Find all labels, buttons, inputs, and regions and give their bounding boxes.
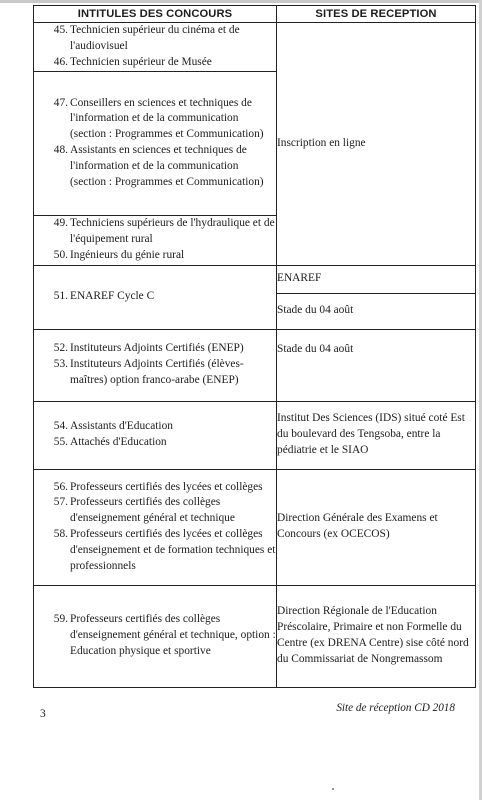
table-row <box>34 401 476 469</box>
concours-table <box>33 5 476 688</box>
list-item <box>34 96 276 144</box>
item-text: Ingénieurs du génie rural <box>70 249 185 262</box>
concours-cell <box>34 329 277 401</box>
site-cell: Stade du 04 août <box>277 329 476 401</box>
item-number: 54. <box>53 420 68 433</box>
list-item <box>34 341 276 357</box>
item-text: Conseillers en sciences et techniques de l'information et de la communication (section : Programmes et Communication) <box>70 96 264 141</box>
item-number: 59. <box>53 613 68 626</box>
list-item <box>34 357 276 389</box>
item-number: 45. <box>53 24 68 36</box>
site-cell: Stade du 04 août <box>277 293 476 329</box>
scan-speck <box>332 788 334 790</box>
site-cell: Direction Générale des Examens et Concours (ex OCECOS) <box>277 469 476 585</box>
item-text: Professeurs certifiés des lycées et collèges d'enseignement et de formation techniques et professionnels <box>70 528 276 573</box>
list-item <box>34 216 276 248</box>
item-number: 51. <box>53 290 68 303</box>
list-item <box>34 612 276 660</box>
item-number: 58. <box>53 528 68 541</box>
concours-cell <box>34 71 277 215</box>
table-row <box>34 585 476 687</box>
item-text: Assistants d'Education <box>70 420 173 433</box>
item-number: 46. <box>53 55 68 68</box>
list-item <box>34 480 276 496</box>
table-row <box>34 469 476 585</box>
header-sites: SITES DE RECEPTION <box>277 6 476 23</box>
concours-list <box>34 480 276 575</box>
footer-document-title: Site de réception CD 2018 <box>336 702 455 714</box>
item-number: 48. <box>53 144 68 157</box>
concours-list <box>34 419 276 451</box>
page-number: 3 <box>40 708 46 720</box>
list-item <box>34 248 276 264</box>
item-text: Instituteurs Adjoints Certifiés (ENEP) <box>70 342 244 355</box>
item-number: 50. <box>53 249 68 262</box>
concours-list <box>34 612 276 660</box>
list-item <box>34 527 276 575</box>
item-text: Techniciens supérieurs de l'hydraulique et de l'équipement rural <box>70 217 275 246</box>
item-text: Professeurs certifiés des collèges d'enseignement général et technique <box>70 496 235 525</box>
concours-cell <box>34 585 277 687</box>
item-number: 53. <box>53 358 68 371</box>
item-text: Assistants en sciences et techniques de l'information et de la communication (section : Programmes et Communication) <box>70 144 264 189</box>
site-cell: Inscription en ligne <box>277 23 476 266</box>
item-number: 49. <box>53 217 68 230</box>
list-item <box>34 289 276 305</box>
item-number: 52. <box>53 342 68 355</box>
site-cell: ENAREF <box>277 265 476 293</box>
item-text: Attachés d'Education <box>70 436 167 449</box>
item-number: 47. <box>53 96 68 109</box>
table-row <box>34 265 476 293</box>
concours-list <box>34 216 276 264</box>
concours-list <box>34 96 276 191</box>
list-item <box>34 23 276 55</box>
table-header-row <box>34 6 476 23</box>
table-row <box>34 329 476 401</box>
item-text: Professeurs certifiés des collèges d'enseignement général et technique, option : Education physique et sportive <box>70 613 276 658</box>
table-row <box>34 23 476 72</box>
concours-list <box>34 23 276 71</box>
item-text: Technicien supérieur du cinéma et de l'audiovisuel <box>70 24 240 52</box>
page-top-edge <box>0 0 482 3</box>
concours-cell <box>34 23 277 72</box>
concours-cell <box>34 265 277 329</box>
list-item <box>34 55 276 71</box>
header-intitules: INTITULES DES CONCOURS <box>34 6 277 23</box>
concours-cell <box>34 469 277 585</box>
list-item <box>34 435 276 451</box>
concours-cell <box>34 401 277 469</box>
site-cell: Direction Régionale de l'Education Préscolaire, Primaire et non Formelle du Centre (ex DRENA Centre) sise côté nord du Commissariat de Nongremassom <box>277 585 476 687</box>
concours-cell <box>34 215 277 265</box>
item-number: 56. <box>53 480 68 493</box>
item-number: 55. <box>53 436 68 449</box>
concours-list <box>34 289 276 305</box>
item-text: Technicien supérieur de Musée <box>70 55 212 68</box>
concours-list <box>34 341 276 389</box>
list-item <box>34 419 276 435</box>
list-item <box>34 495 276 527</box>
list-item <box>34 143 276 191</box>
item-text: ENAREF Cycle C <box>70 290 155 303</box>
item-text: Professeurs certifiés des lycées et collèges <box>70 480 263 493</box>
item-text: Instituteurs Adjoints Certifiés (élèves-maîtres) option franco-arabe (ENEP) <box>70 358 244 387</box>
site-cell: Institut Des Sciences (IDS) situé coté Est du boulevard des Tengsoba, entre la pédiatrie et le SIAO <box>277 401 476 469</box>
item-number: 57. <box>53 496 68 509</box>
